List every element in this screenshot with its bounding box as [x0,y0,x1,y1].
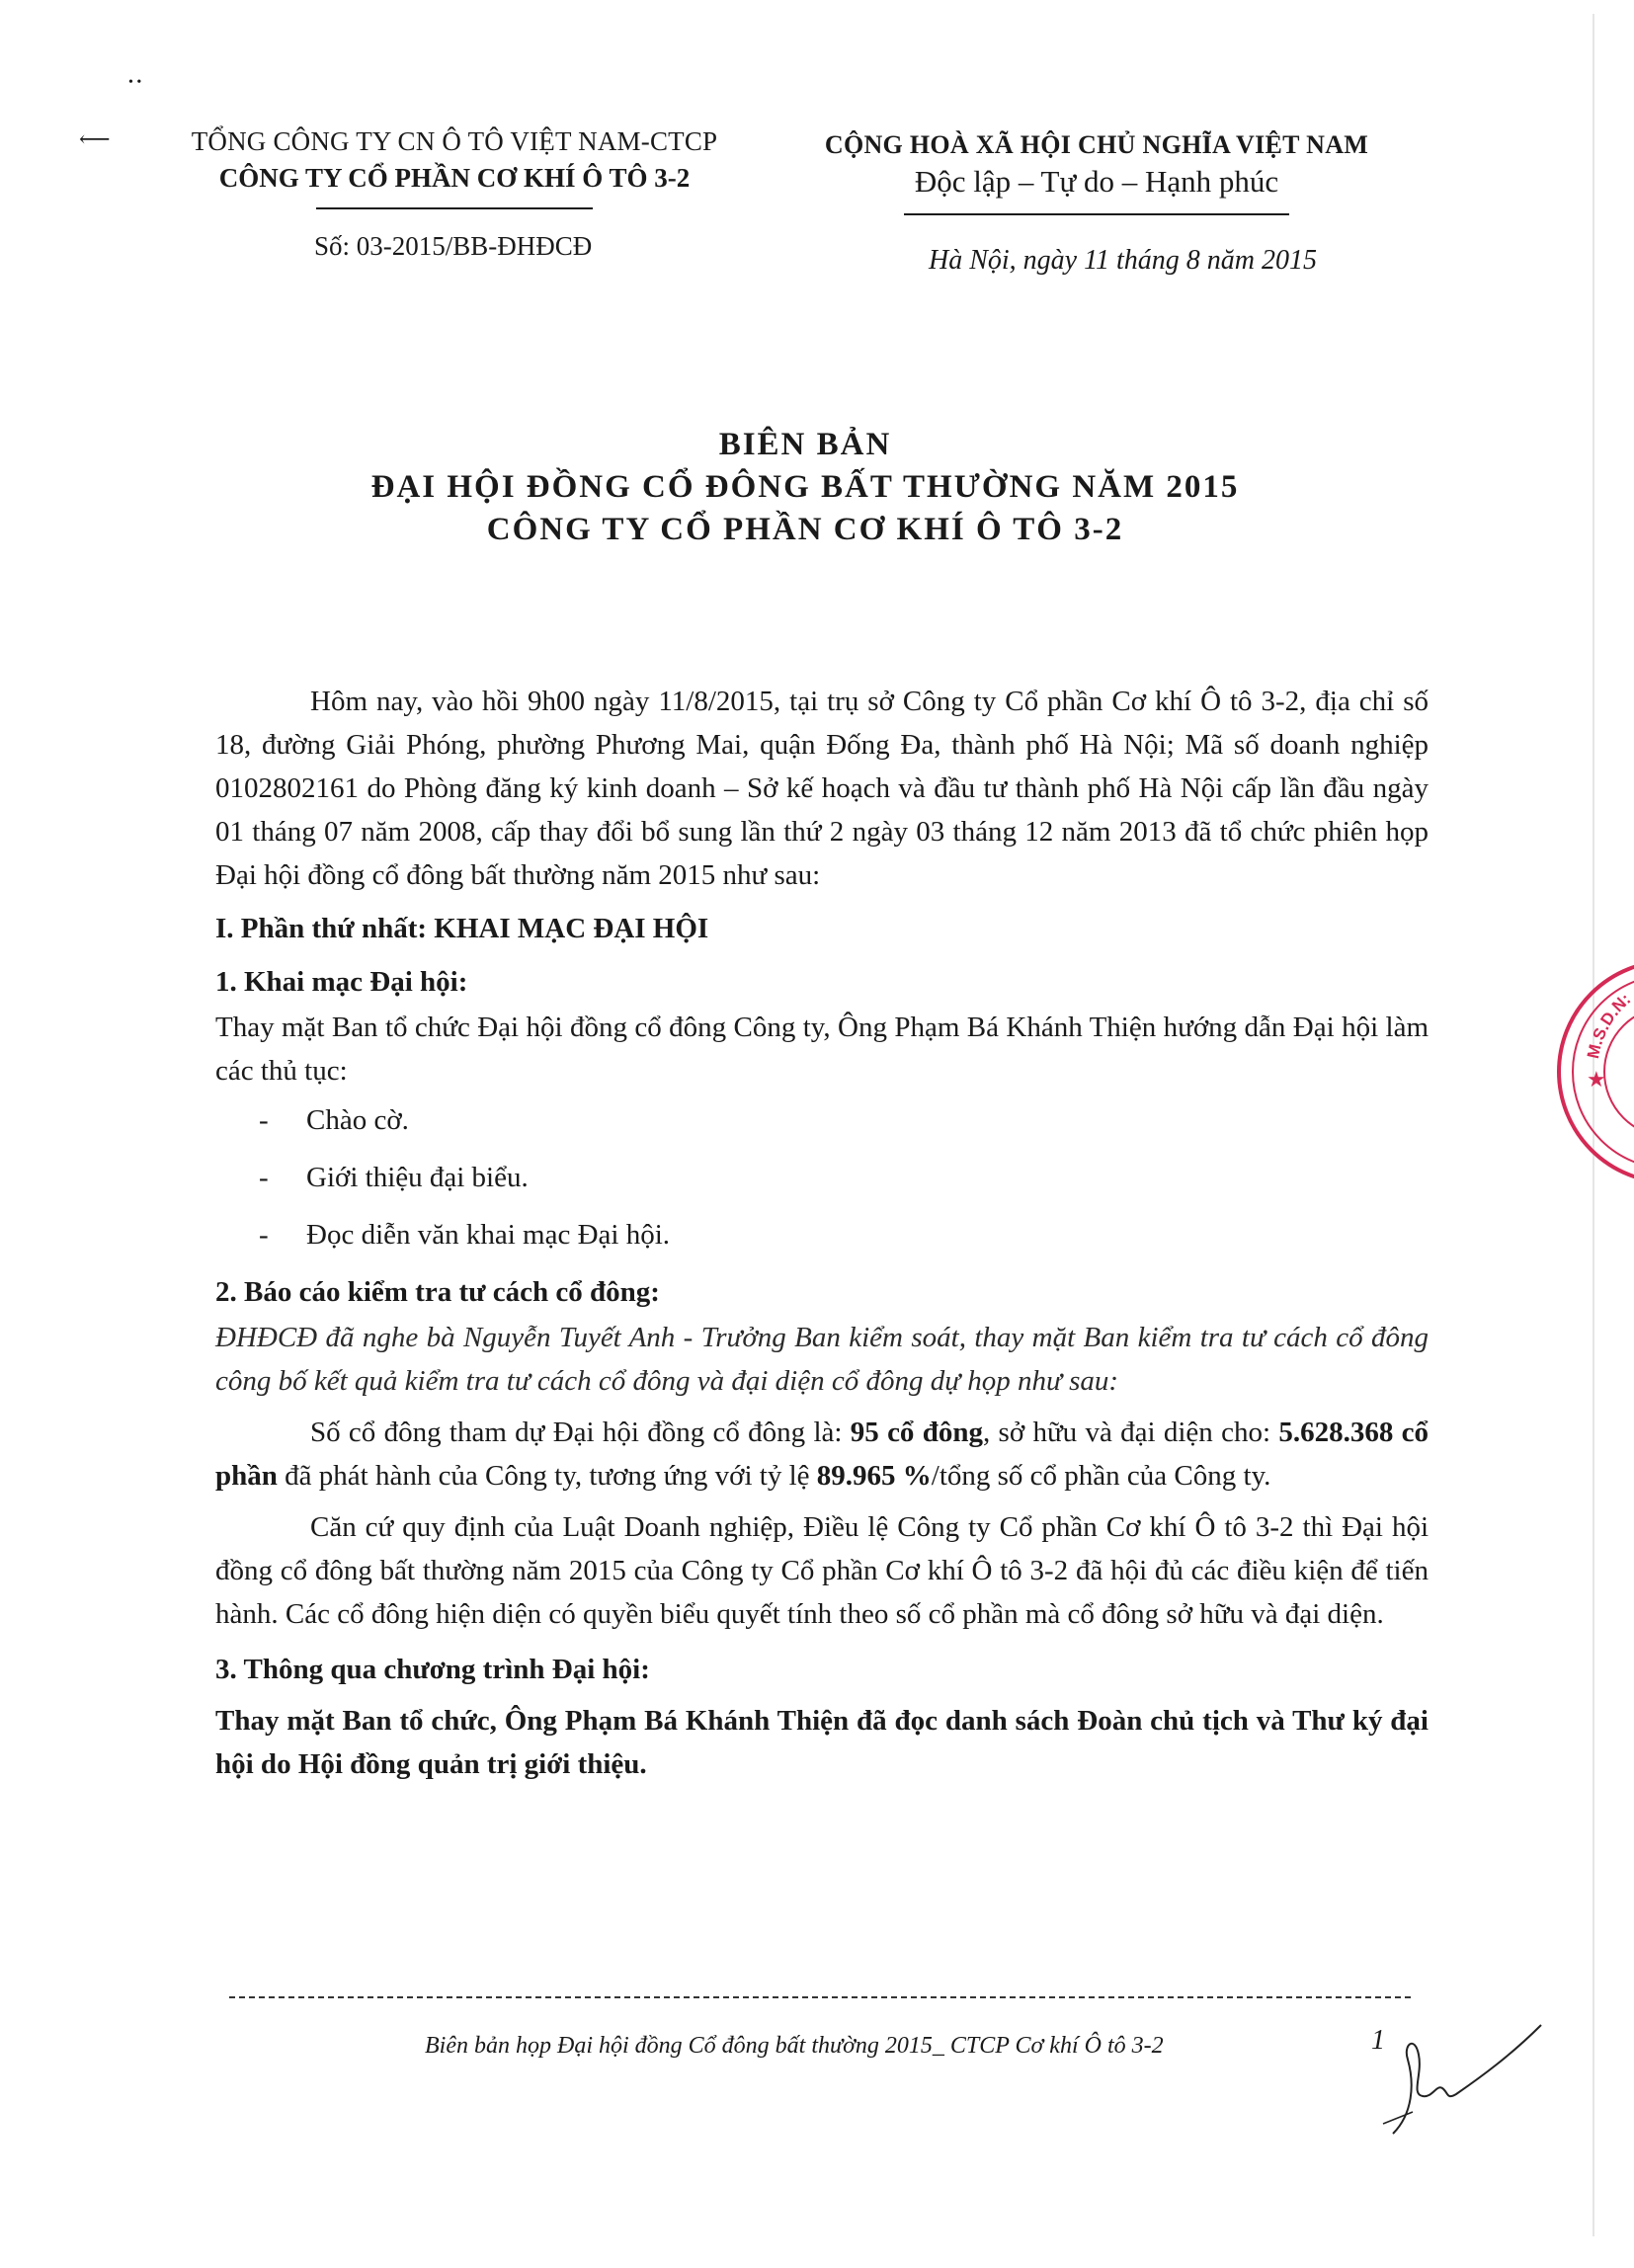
title-line-2: ĐẠI HỘI ĐỒNG CỔ ĐÔNG BẤT THƯỜNG NĂM 2015 [370,469,1240,505]
document-number: Số: 03-2015/BB-ĐHĐCĐ [314,231,593,261]
margin-mark-icon: ⟵ [79,126,111,151]
title-line-1: BIÊN BẢN [718,427,892,462]
company-header [148,126,761,209]
section-1-label: I. Phần thứ nhất: [215,913,428,944]
section-1-heading [215,907,1429,950]
signature-icon [1353,2015,1551,2144]
header-left-rule [316,207,593,209]
sub-1-heading: 1. Khai mạc Đại hội: [215,966,468,998]
sub-3-bold-text: Thay mặt Ban tổ chức, Ông Phạm Bá Khánh Thiện đã đọc danh sách Đoàn chủ tịch và Thư ký đại hội do Hội đồng quản trị giới thiệu. [215,1705,1429,1780]
section-1-title: KHAI MẠC ĐẠI HỘI [434,913,709,944]
list-item: - Giới thiệu đại biểu. [259,1162,529,1193]
page-number: 1 [1371,2025,1385,2056]
national-title: CỘNG HOÀ XÃ HỘI CHỦ NGHĨA VIỆT NAM [824,130,1369,159]
date-line: Hà Nội, ngày 11 tháng 8 năm 2015 [929,245,1318,276]
footer-dashed-rule [229,1996,1411,1998]
sub-2-italic-text: ĐHĐCĐ đã nghe bà Nguyễn Tuyết Anh - Trưởng Ban kiểm soát, thay mặt Ban kiểm tra tư cách cổ đông công bố kết quả kiểm tra tư cách cổ đông và đại diện cổ đông dự họp như sau: [215,1322,1429,1397]
parent-company-name: TỔNG CÔNG TY CN Ô TÔ VIỆT NAM-CTCP [191,126,718,156]
company-name: CÔNG TY CỔ PHẦN CƠ KHÍ Ô TÔ 3-2 [218,163,691,193]
header-right-rule [904,213,1289,215]
document-body [215,680,1429,1786]
attendance-paragraph: Số cổ đông tham dự Đại hội đồng cổ đông là: 95 cổ đông, sở hữu và đại diện cho: 5.628.368 cổ phần đã phát hành của Công ty, tương ứng với tỷ lệ 89.965 %/tổng số cổ phần của Công ty. [215,1417,1429,1492]
sub-3-heading: 3. Thông qua chương trình Đại hội: [215,1654,650,1685]
scan-dots-mark: • • [128,75,142,90]
footer-text: Biên bản họp Đại hội đồng Cổ đông bất thường 2015_ CTCP Cơ khí Ô tô 3-2 [425,2033,1164,2059]
document-title [198,427,1413,548]
procedure-list [215,1098,1429,1256]
company-stamp-icon [1541,948,1634,1195]
title-line-3: CÔNG TY CỔ PHẦN CƠ KHÍ Ô TÔ 3-2 [486,512,1124,547]
validity-paragraph: Căn cứ quy định của Luật Doanh nghiệp, Điều lệ Công ty Cổ phần Cơ khí Ô tô 3-2 thì Đại hội đồng cổ đông bất thường năm 2015 của Công ty Cổ phần Cơ khí Ô tô 3-2 đã hội đủ các điều kiện để tiến hành. Các cổ đông hiện diện có quyền biểu quyết tính theo số cổ phần mà cổ đông sở hữu và đại diện. [215,1511,1429,1630]
svg-text:★: ★ [1587,1067,1606,1092]
list-item: - Chào cờ. [259,1104,409,1136]
sub-2-heading: 2. Báo cáo kiểm tra tư cách cổ đông: [215,1276,660,1308]
list-item: - Đọc diễn văn khai mạc Đại hội. [259,1219,671,1251]
national-motto: Độc lập – Tự do – Hạnh phúc [914,164,1279,199]
intro-paragraph: Hôm nay, vào hồi 9h00 ngày 11/8/2015, tại trụ sở Công ty Cổ phần Cơ khí Ô tô 3-2, địa chỉ số 18, đường Giải Phóng, phường Phương Mai, quận Đống Đa, thành phố Hà Nội; Mã số doanh nghiệp 0102802161 do Phòng đăng ký kinh doanh – Sở kế hoạch và đầu tư thành phố Hà Nội cấp lần đầu ngày 01 tháng 07 năm 2008, cấp thay đổi bổ sung lần thứ 2 ngày 03 tháng 12 năm 2013 đã tổ chức phiên họp Đại hội đồng cổ đông bất thường năm 2015 như sau: [215,686,1429,891]
national-header [790,130,1403,215]
sub-1-text: Thay mặt Ban tổ chức Đại hội đồng cổ đông Công ty, Ông Phạm Bá Khánh Thiện hướng dẫn Đại hội làm các thủ tục: [215,1012,1429,1087]
stamp-text: M.S.D.N: [1583,989,1634,1061]
